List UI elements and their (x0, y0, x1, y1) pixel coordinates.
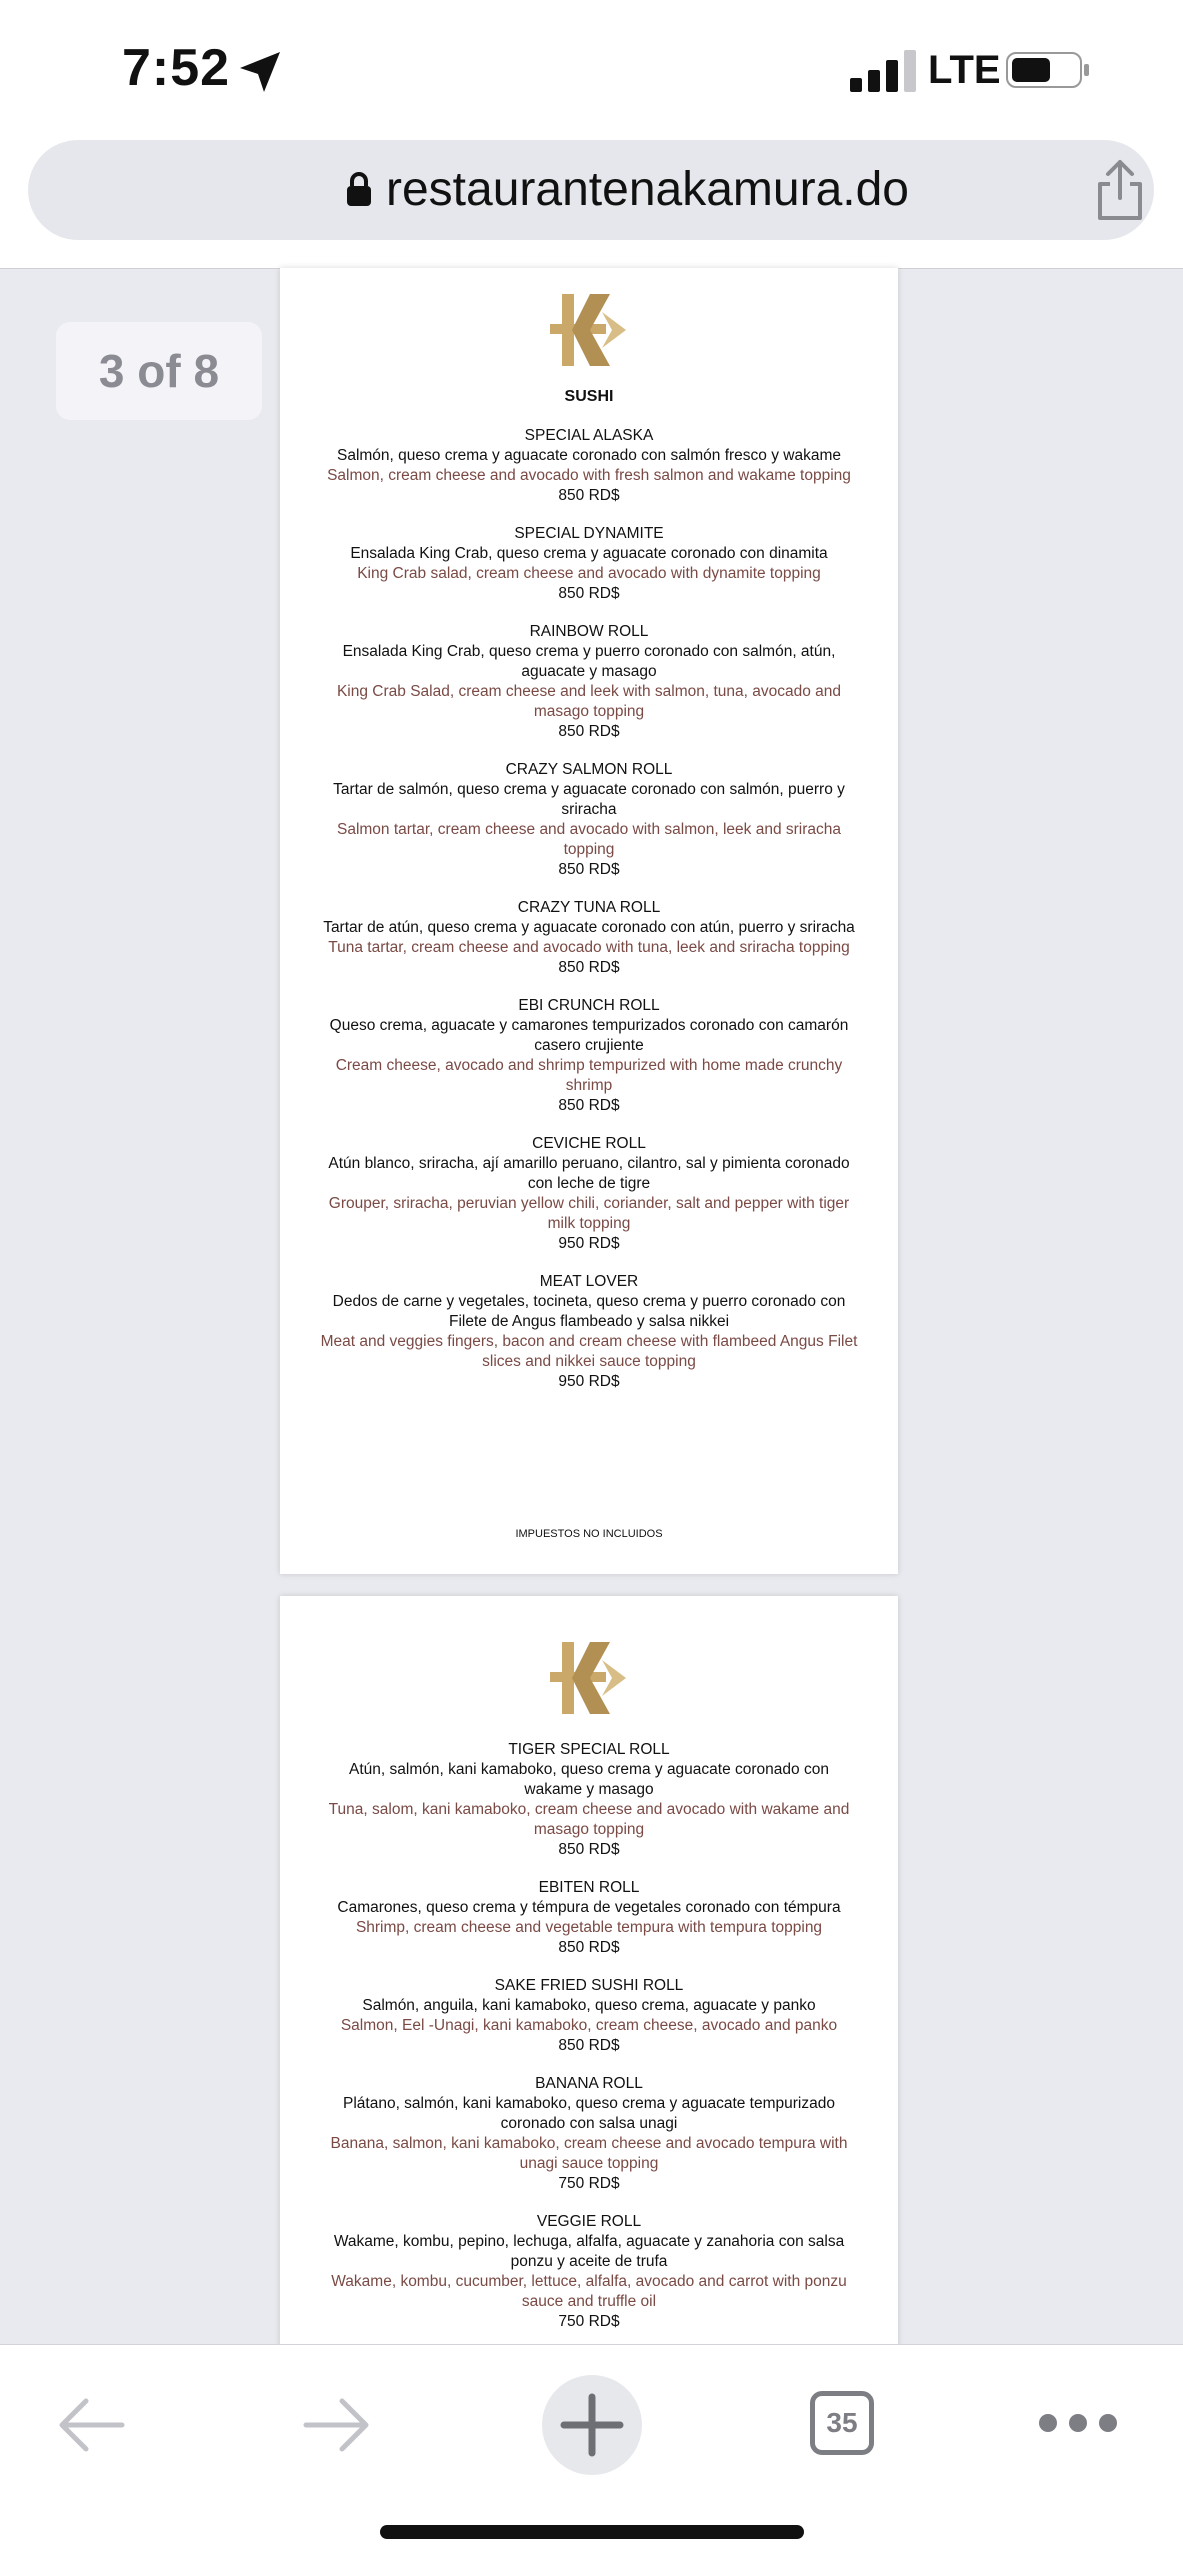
item-description-es: Ensalada King Crab, queso crema y aguacate coronado con dinamita (350, 545, 828, 562)
item-description-es: Dedos de carne y vegetales, tocineta, queso crema y puerro coronado con Filete de Angus flambeado y salsa nikkei (332, 1293, 846, 1330)
item-description-en: King Crab Salad, cream cheese and leek with salmon, tuna, avocado and masago topping (336, 683, 842, 720)
item-name: TIGER SPECIAL ROLL (508, 1741, 670, 1758)
item-price: 850 RD$ (558, 487, 620, 504)
clock: 7:52 (122, 39, 231, 97)
item-description-en: Salmon, Eel -Unagi, kani kamaboko, cream cheese, avocado and panko (340, 2017, 838, 2034)
restaurant-logo (550, 1638, 630, 1718)
home-indicator (380, 2525, 804, 2539)
item-description-es: Ensalada King Crab, queso crema y puerro coronado con salmón, atún, aguacate y masago (342, 643, 836, 680)
status-bar (0, 0, 1183, 140)
item-price: 850 RD$ (558, 1097, 620, 1114)
item-price: 750 RD$ (558, 2313, 620, 2330)
item-price: 850 RD$ (558, 723, 620, 740)
item-name: EBI CRUNCH ROLL (518, 997, 660, 1014)
battery-icon (1006, 52, 1090, 88)
section-title: SUSHI (564, 388, 614, 405)
item-description-en: Banana, salmon, kani kamaboko, cream cheese and avocado tempura with unagi sauce topping (330, 2135, 848, 2172)
browser-bottom-toolbar (0, 2344, 1183, 2561)
menu-item (320, 898, 858, 978)
item-description-es: Atún, salmón, kani kamaboko, queso crema y aguacate coronado con wakame y masago (349, 1761, 829, 1798)
item-price: 950 RD$ (558, 1235, 620, 1252)
item-name: SAKE FRIED SUSHI ROLL (494, 1977, 684, 1994)
item-description-en: Salmon, cream cheese and avocado with fresh salmon and wakame topping (327, 467, 851, 484)
item-name: SPECIAL ALASKA (524, 427, 654, 444)
item-name: MEAT LOVER (539, 1273, 639, 1290)
menu-item (320, 524, 858, 604)
menu-items-list (320, 1740, 858, 2350)
back-arrow-icon[interactable] (56, 2395, 126, 2455)
item-price: 750 RD$ (558, 2175, 620, 2192)
item-name: SPECIAL DYNAMITE (514, 525, 664, 542)
item-name: CRAZY TUNA ROLL (517, 899, 661, 916)
location-arrow-icon (236, 48, 284, 96)
item-description-es: Salmón, queso crema y aguacate coronado con salmón fresco y wakame (336, 447, 841, 464)
restaurant-logo (550, 290, 630, 370)
item-name: CEVICHE ROLL (532, 1135, 646, 1152)
menu-item (320, 1976, 858, 2056)
lock-icon (346, 172, 372, 206)
item-description-en: Tuna tartar, cream cheese and avocado with tuna, leek and sriracha topping (328, 939, 850, 956)
item-description-es: Queso crema, aguacate y camarones tempurizados coronado con camarón casero crujiente (329, 1017, 849, 1054)
pdf-page-counter: 3 of 8 (56, 322, 262, 420)
plus-icon (542, 2375, 642, 2475)
menu-item (320, 622, 858, 742)
item-price: 850 RD$ (558, 1939, 620, 1956)
tax-notice: IMPUESTOS NO INCLUIDOS (515, 1528, 663, 1540)
share-icon[interactable] (1092, 158, 1148, 222)
forward-arrow-icon[interactable] (302, 2395, 372, 2455)
item-description-es: Wakame, kombu, pepino, lechuga, alfalfa, aguacate y zanahoria con salsa ponzu y aceite de trufa (333, 2233, 845, 2270)
item-description-en: Shrimp, cream cheese and vegetable tempura with tempura topping (355, 1919, 823, 1936)
item-price: 850 RD$ (558, 861, 620, 878)
url-text[interactable]: restaurantenakamura.do (386, 163, 909, 216)
menu-items-list (320, 426, 858, 1410)
menu-item (320, 2212, 858, 2332)
more-options-icon[interactable] (1038, 2409, 1118, 2437)
new-tab-button[interactable] (542, 2375, 642, 2475)
item-description-es: Tartar de salmón, queso crema y aguacate coronado con salmón, puerro y sriracha (333, 781, 845, 818)
item-name: EBITEN ROLL (538, 1879, 640, 1896)
menu-item (320, 996, 858, 1116)
item-price: 850 RD$ (558, 585, 620, 602)
item-description-es: Atún blanco, sriracha, ají amarillo peruano, cilantro, sal y pimienta coronado con leche de tigre (328, 1155, 850, 1192)
menu-item (320, 2074, 858, 2194)
browser-top-bar (0, 140, 1183, 269)
item-price: 850 RD$ (558, 959, 620, 976)
item-description-en: Tuna, salom, kani kamaboko, cream cheese and avocado with wakame and masago topping (328, 1801, 850, 1838)
item-description-en: King Crab salad, cream cheese and avocado with dynamite topping (357, 565, 821, 582)
menu-item (320, 1740, 858, 1860)
menu-item (320, 1272, 858, 1392)
item-name: BANANA ROLL (535, 2075, 643, 2092)
pdf-page-sushi (280, 268, 898, 1574)
item-description-es: Plátano, salmón, kani kamaboko, queso crema y aguacate tempurizado coronado con salsa unagi (343, 2095, 835, 2132)
item-price: 850 RD$ (558, 2037, 620, 2054)
tabs-button[interactable]: 35 (810, 2391, 874, 2455)
network-label: LTE (928, 48, 1001, 92)
item-description-es: Salmón, anguila, kani kamaboko, queso crema, aguacate y panko (362, 1997, 816, 2014)
item-price: 950 RD$ (558, 1373, 620, 1390)
item-description-en: Meat and veggies fingers, bacon and cream cheese with flambeed Angus Filet slices and nikkei sauce topping (320, 1333, 858, 1370)
item-price: 850 RD$ (558, 1841, 620, 1858)
menu-item (320, 760, 858, 880)
pdf-page-sushi-continued (280, 1596, 898, 2356)
menu-item (320, 1878, 858, 1958)
item-name: CRAZY SALMON ROLL (505, 761, 673, 778)
cellular-signal-icon (850, 50, 920, 92)
item-description-es: Tartar de atún, queso crema y aguacate coronado con atún, puerro y sriracha (323, 919, 855, 936)
item-description-en: Wakame, kombu, cucumber, lettuce, alfalfa, avocado and carrot with ponzu sauce and truffle oil (331, 2273, 847, 2310)
item-description-es: Camarones, queso crema y témpura de vegetales coronado con témpura (337, 1899, 841, 1916)
item-description-en: Grouper, sriracha, peruvian yellow chili, coriander, salt and pepper with tiger milk topping (328, 1195, 850, 1232)
menu-item (320, 1134, 858, 1254)
menu-item (320, 426, 858, 506)
item-name: RAINBOW ROLL (529, 623, 649, 640)
item-description-en: Salmon tartar, cream cheese and avocado with salmon, leek and sriracha topping (336, 821, 841, 858)
item-name: VEGGIE ROLL (536, 2213, 642, 2230)
item-description-en: Cream cheese, avocado and shrimp tempurized with home made crunchy shrimp (335, 1057, 843, 1094)
address-bar[interactable] (28, 140, 1154, 240)
